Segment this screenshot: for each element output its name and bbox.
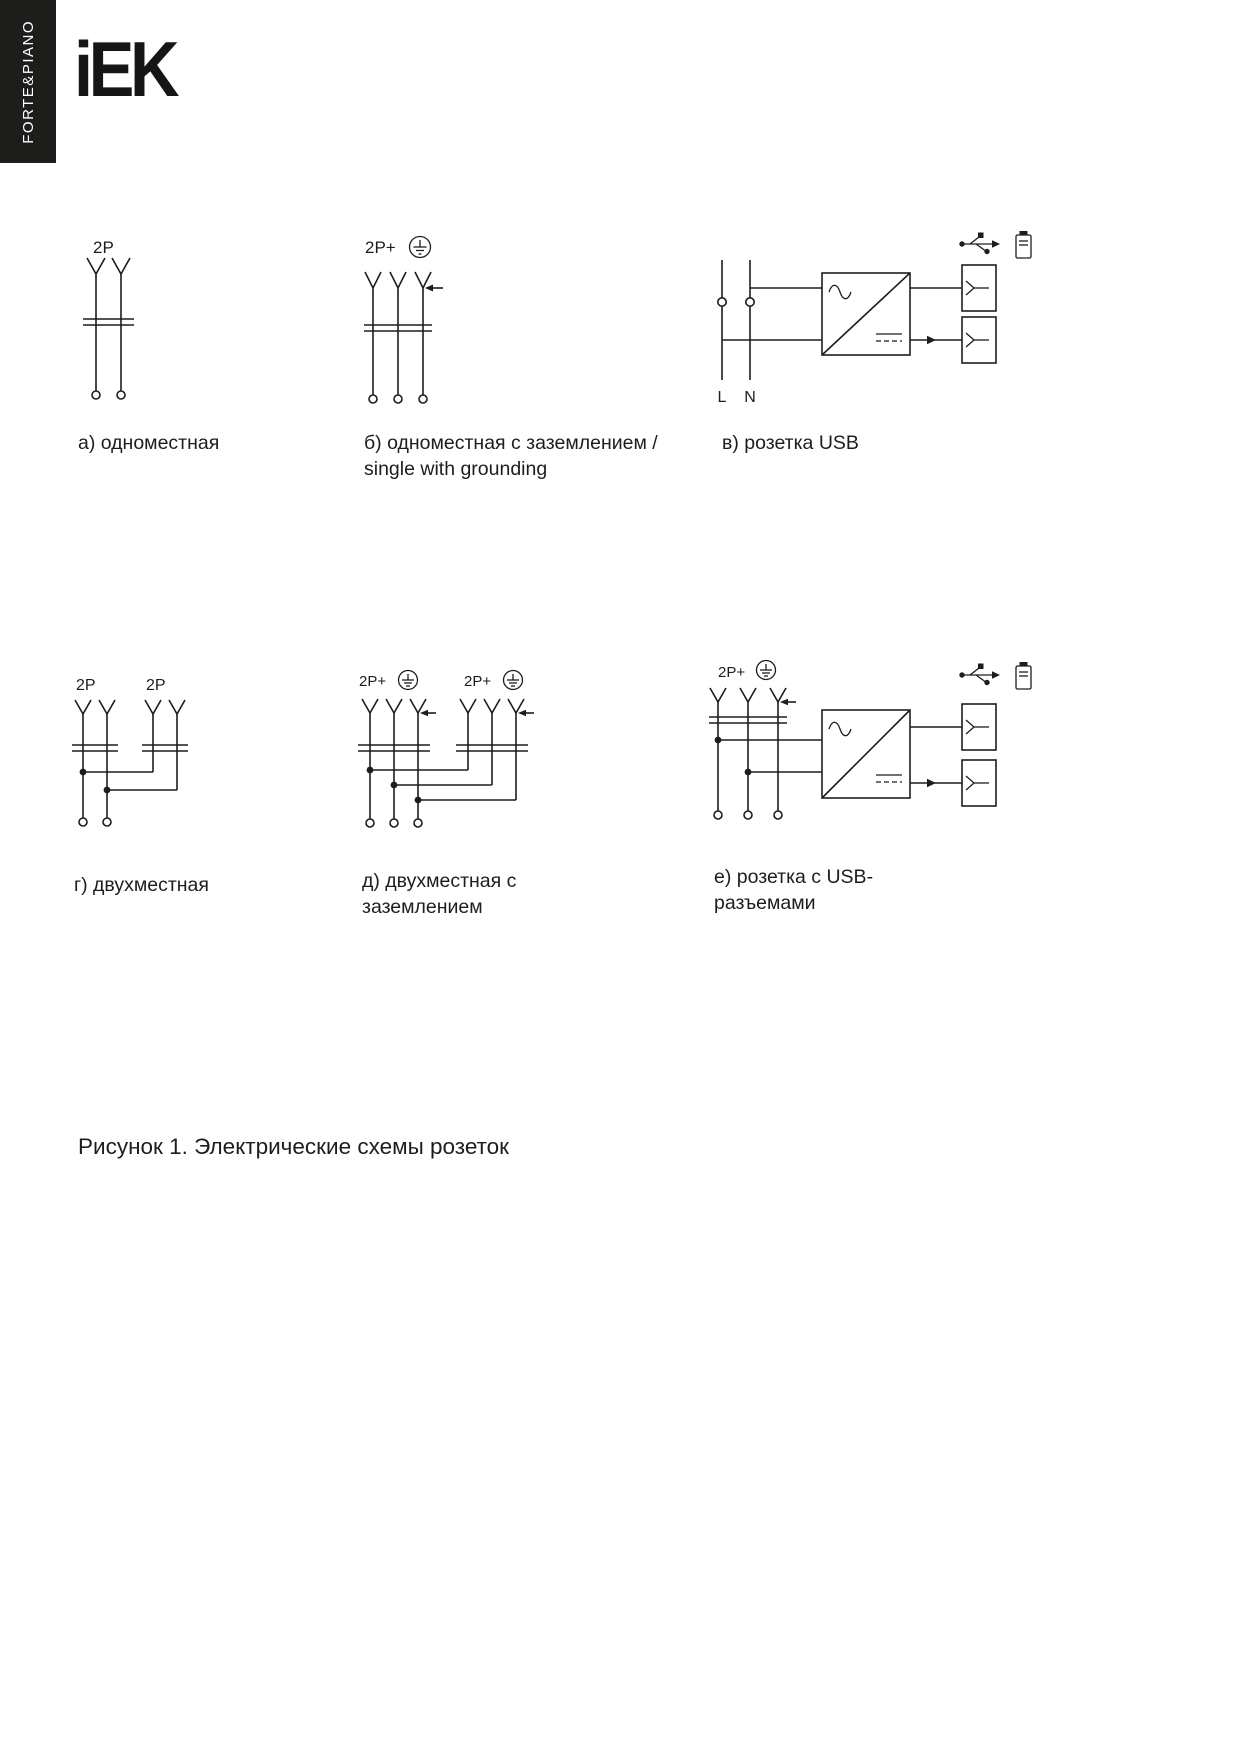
pole-label: 2P+ [365, 238, 396, 257]
caption-g: г) двухместная [74, 874, 209, 896]
ground-symbol-icon [410, 237, 431, 258]
terminal-circle [92, 391, 100, 399]
caption-e-line1: е) розетка с USB- [714, 866, 874, 888]
socket-body-bars [83, 319, 134, 325]
socket-contact-left [87, 258, 105, 399]
flow-arrow [927, 779, 936, 787]
ac-wave-icon [829, 285, 851, 299]
junction-dot [415, 797, 422, 804]
supply-lines [718, 260, 754, 380]
terminal-circle [746, 298, 754, 306]
socket-contacts [710, 688, 786, 819]
terminal-circle [419, 395, 427, 403]
socket-contact-l [365, 272, 381, 403]
caption-b [364, 430, 658, 482]
grounding-contact-arrow [780, 699, 796, 705]
junction-dot [745, 769, 752, 776]
junction-dot [715, 737, 722, 744]
terminal-circle [774, 811, 782, 819]
junction-dot [104, 787, 111, 794]
terminal-circle [369, 395, 377, 403]
ground-symbol-icon-right [504, 671, 523, 690]
diagram-socket-with-usb [698, 651, 1043, 841]
socket1-contacts [75, 700, 115, 826]
label-neutral: N [744, 389, 756, 406]
socket-contact-n [390, 272, 406, 403]
socket1-contacts [362, 699, 426, 827]
diagram-single-socket [76, 234, 166, 419]
caption-d [362, 868, 516, 920]
grounding-contact-arrow-right [518, 710, 534, 716]
junction-dot [80, 769, 87, 776]
series-tab [0, 0, 56, 163]
pole-label-left: 2P [76, 677, 96, 694]
terminal-circle [117, 391, 125, 399]
ground-symbol-icon [757, 661, 776, 680]
ground-symbol-icon-left [399, 671, 418, 690]
battery-icon [1016, 662, 1031, 689]
junction-dot [391, 782, 398, 789]
label-line: L [717, 389, 727, 406]
ac-wave-icon [829, 722, 851, 736]
iek-logo: iEK [74, 25, 176, 113]
pole-label-left: 2P+ [359, 673, 387, 690]
battery-icon [1016, 231, 1031, 258]
terminal-circle [714, 811, 722, 819]
caption-e-line2: разъемами [714, 892, 816, 914]
socket-contact-right [112, 258, 130, 399]
socket1-body-bars [72, 745, 118, 751]
acdc-converter-box [822, 273, 910, 355]
usb-icon [959, 664, 1000, 686]
terminal-circle [103, 818, 111, 826]
terminal-circle [394, 395, 402, 403]
caption-a: а) одноместная [78, 432, 220, 454]
terminal-circle [366, 819, 374, 827]
caption-b-line1: б) одноместная с заземлением / [364, 432, 658, 454]
usb-icon [959, 233, 1000, 255]
caption-d-line2: заземлением [362, 896, 483, 918]
socket2-body-bars [142, 745, 188, 751]
terminal-circle [79, 818, 87, 826]
series-tab-label: FORTE&PIANO [19, 19, 37, 144]
pole-label: 2P [93, 238, 114, 257]
grounding-contact-arrow-left [420, 710, 436, 716]
usb-port-bottom [962, 317, 996, 363]
grounding-contact-arrow [425, 285, 443, 292]
pole-label-right: 2P [146, 677, 166, 694]
terminal-circle [744, 811, 752, 819]
pole-label: 2P+ [718, 664, 746, 681]
terminal-circle [718, 298, 726, 306]
socket-contact-ground [415, 272, 431, 403]
terminal-circle [414, 819, 422, 827]
figure-caption: Рисунок 1. Электрические схемы розеток [78, 1134, 510, 1159]
caption-v: в) розетка USB [722, 432, 859, 454]
caption-e [714, 864, 873, 916]
pole-label-right: 2P+ [464, 673, 492, 690]
diagram-usb-socket [698, 224, 1043, 419]
flow-arrow [927, 336, 936, 344]
caption-d-line1: д) двухместная с [362, 870, 517, 892]
acdc-converter-box [822, 710, 910, 798]
usb-port-bottom [962, 760, 996, 806]
caption-b-line2: single with grounding [364, 458, 548, 480]
diagram-double-socket [62, 666, 202, 846]
diagram-double-grounded-socket [350, 666, 540, 846]
junction-dot [367, 767, 374, 774]
diagram-single-grounded-socket [357, 232, 457, 422]
terminal-circle [390, 819, 398, 827]
usb-port-top [962, 265, 996, 311]
usb-port-top [962, 704, 996, 750]
